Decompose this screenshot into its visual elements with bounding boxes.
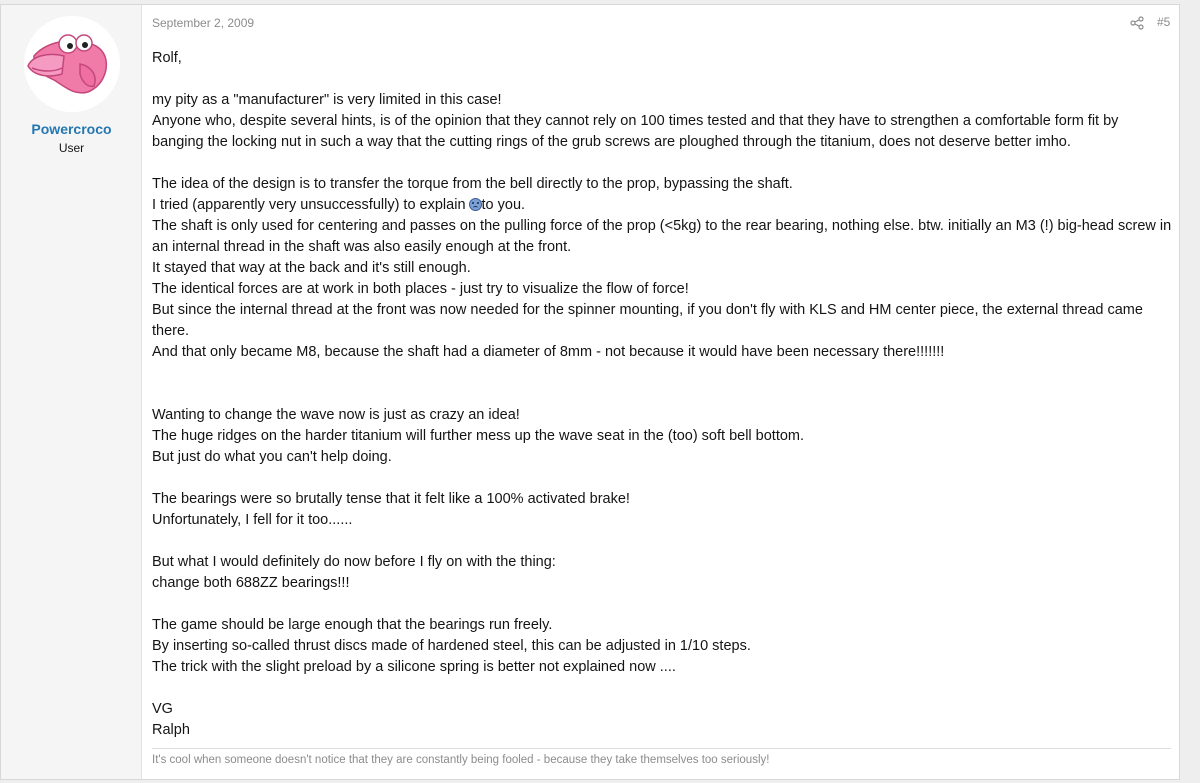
user-signature: It's cool when someone doesn't notice that they are constantly being fooled - because they take themselves too seriously! (152, 754, 770, 766)
post-line: change both 688ZZ bearings!!! (152, 575, 350, 591)
share-icon[interactable] (1130, 16, 1144, 30)
post-line: The identical forces are at work in both places - just try to visualize the flow of force! (152, 281, 689, 297)
post-number-link[interactable]: #5 (1157, 15, 1171, 29)
post-line: Wanting to change the wave now is just as crazy an idea! (152, 407, 520, 423)
signature-divider (152, 748, 1171, 749)
post-line: But since the internal thread at the front was now needed for the spinner mounting, if you don't fly with KLS and HM center piece, the external thread came there. (152, 302, 1143, 339)
post-line-text: to you. (481, 197, 526, 213)
post-line (152, 195, 1172, 216)
post-line: Rolf, (152, 50, 182, 66)
post-user-column (1, 5, 142, 779)
post-line: The trick with the slight preload by a silicone spring is better not explained now .... (152, 659, 676, 675)
post-line: But just do what you can't help doing. (152, 449, 392, 465)
user-title: User (58, 141, 85, 155)
post-line: It stayed that way at the back and it's still enough. (152, 260, 471, 276)
user-avatar[interactable] (24, 16, 120, 112)
post-line: And that only became M8, because the shaft had a diameter of 8mm - not because it would have been necessary there!!!!!!! (152, 344, 945, 360)
post-line: The idea of the design is to transfer the torque from the bell directly to the prop, bypassing the shaft. (152, 176, 793, 192)
post-line: By inserting so-called thrust discs made of hardened steel, this can be adjusted in 1/10 steps. (152, 638, 751, 654)
post-line: VG (152, 701, 173, 717)
post-line-text: I tried (apparently very unsuccessfully) to explain (152, 197, 466, 213)
post-line: The game should be large enough that the bearings run freely. (152, 617, 553, 633)
forum-post (0, 4, 1180, 780)
username-link[interactable]: Powercroco (31, 121, 112, 137)
post-line: The bearings were so brutally tense that it felt like a 100% activated brake! (152, 491, 630, 507)
post-line: But what I would definitely do now before I fly on with the thing: (152, 554, 556, 570)
post-line: The huge ridges on the harder titanium will further mess up the wave seat in the (too) soft bell bottom. (152, 428, 805, 444)
post-line: Unfortunately, I fell for it too...... (152, 512, 353, 528)
post-line: Ralph (152, 722, 190, 738)
pink-crocodile-avatar-icon (24, 16, 120, 112)
post-line: The shaft is only used for centering and passes on the pulling force of the prop (<5kg) to the rear bearing, nothing else. btw. initially an M3 (!) big-head screw in an internal thread in the shaft was also easily enough at the front. (152, 218, 1172, 255)
post-date[interactable]: September 2, 2009 (152, 16, 255, 30)
sad-emoji-icon (469, 198, 482, 211)
post-body (152, 48, 1172, 741)
post-line: my pity as a "manufacturer" is very limited in this case! (152, 92, 502, 108)
post-line: Anyone who, despite several hints, is of the opinion that they cannot rely on 100 times tested and that they have to strengthen a comfortable form fit by banging the locking nut in such a way that the cutting rings of the grub screws are ploughed through the titanium, does not deserve better imho. (152, 113, 1119, 150)
